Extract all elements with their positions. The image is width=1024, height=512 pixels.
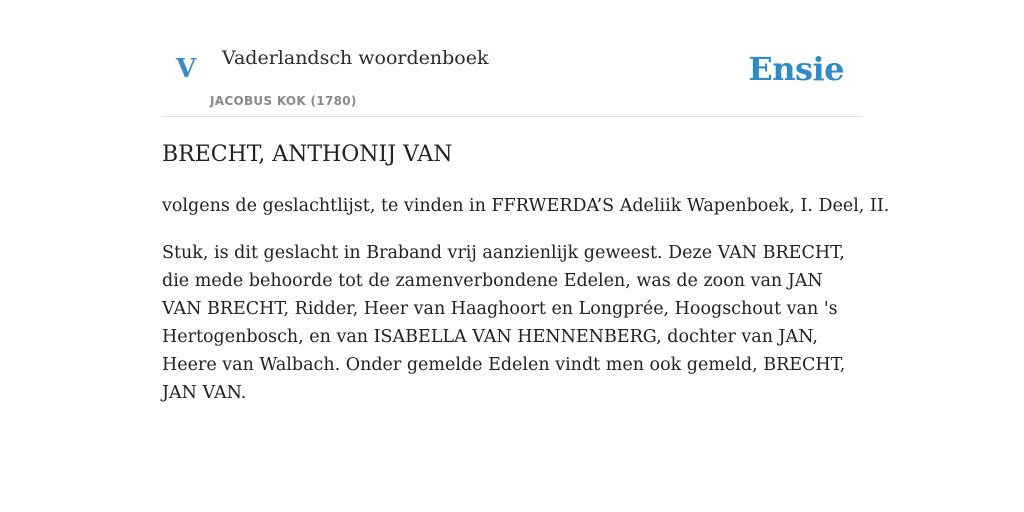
book-title-link[interactable]: Vaderlandsch woordenboek [222, 47, 489, 69]
page-header [162, 0, 862, 117]
ensie-logo[interactable]: Ensie [748, 50, 844, 88]
entry-content [162, 136, 890, 407]
entry-paragraph: volgens de geslachtlijst, te vinden in FFRWERDA’S Adeliik Wapenboek, I. Deel, II. [162, 196, 890, 216]
book-author: JACOBUS KOK (1780) [210, 94, 357, 108]
entry-title: BRECHT, ANTHONIJ VAN [162, 142, 453, 167]
book-letter-icon[interactable]: V [176, 54, 197, 84]
entry-paragraph: Stuk, is dit geslacht in Braband vrij aanzienlijk geweest. Deze VAN BRECHT, die mede behoorde tot de zamenverbondene Edelen, was de zoon van JAN VAN BRECHT, Ridder, Heer van Haaghoort en Longprée, Hoogschout van 's Hertogenbosch, en van ISABELLA VAN HENNENBERG, dochter van JAN, Heere van Walbach. Onder gemelde Edelen vindt men ook gemeld, BRECHT, JAN VAN. [162, 243, 846, 403]
